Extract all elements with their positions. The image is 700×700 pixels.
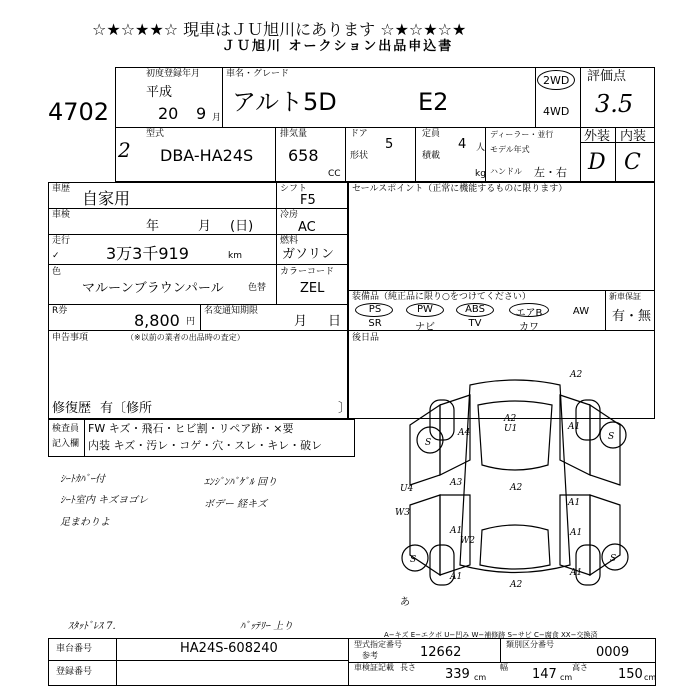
height-cm: cm [644,673,657,682]
drive-2wd: 2WD [543,74,570,87]
interior-label: 内装 [620,129,647,144]
note-interior: ｼｰﾄ室内 キズヨゴレ [60,495,148,506]
mark-a3: A3 [450,478,463,488]
equip-navi: ナビ [415,322,435,333]
mileage-value: 3万3千919 [106,244,189,263]
handle-label: ハンドル [490,167,522,176]
sales-point-label: セールスポイント（正常に機能するものに限ります） [352,184,568,194]
shift-label: シフト [280,184,308,194]
equip-abs: ABS [465,304,485,315]
mileage-check: ✓ [52,251,60,261]
color-value: マルーンブラウンパール [82,281,224,296]
car-name-label: 車名・グレード [226,69,290,79]
class-no-label: 類別区分番号 [506,640,554,649]
load-label: 積載 [422,151,441,161]
equip-leather: カワ [519,322,539,333]
mark-a1-r1: A1 [568,422,581,432]
exterior-value: D [588,150,606,175]
interior-value: C [624,150,641,175]
rear-seat-label: 後日品 [352,333,380,343]
check-in: 内装 キズ・汚レ・コゲ・穴・スレ・キレ・破レ [88,439,323,452]
color-change-label: 色替 [248,283,267,293]
mark-s4: S [610,554,617,564]
note-body: ボデー 経キズ [204,499,267,510]
load-kg: kg [475,169,486,179]
color-label: 色 [52,267,62,277]
mileage-unit: km [228,251,242,261]
check-label1: 検査員 [52,424,80,434]
header-line2: ＪＵ旭川 オークション出品申込書 [222,39,454,54]
check-label2: 記入欄 [52,439,80,449]
disp-value: 658 [288,146,319,165]
mark-a1-l2: A1 [450,572,463,582]
lot-number: 4702 [48,98,110,126]
corner-mark: 2 [118,138,131,162]
new-car-value: 有・無 [612,309,652,324]
model-year-label: モデル年式 [490,145,530,154]
check-fw: FW キズ・飛石・ヒビ割・リペア跡・×要 [88,422,294,435]
legend: A−キズ E−エクボ U−凹み W−補修跡 S−サビ C−腐食 XX−交換済 [384,631,598,639]
type-no-ref: 参考 [362,651,378,660]
inspection-day: (日) [230,219,254,234]
height-label: 高さ [572,663,588,672]
mark-s2: S [608,432,615,442]
equip-tv: TV [468,318,482,329]
length-value: 339 [445,667,470,682]
disp-label: 排気量 [280,129,308,139]
note-seat-cover: ｼｰﾄｶﾊﾞｰ付 [60,474,105,485]
new-car-label: 新車保証 [609,292,641,301]
mark-s3: S [410,555,417,565]
chassis-value: HA24S-608240 [180,641,278,656]
inspection-month: 月 [198,219,212,234]
mark-a1-r4: A1 [570,568,583,578]
reg-era: 平成 [146,85,173,100]
note-studless: ｽﾀｯﾄﾞﾚｽ 7. [68,621,116,632]
width-cm: cm [560,673,573,682]
mark-a1-l1: A1 [450,526,463,536]
usage-value: 自家用 [82,189,131,208]
recycle-yen: 円 [186,317,196,327]
type-no-value: 12662 [420,645,462,660]
dealer-label: ディーラー・並行 [490,130,554,139]
reg-month: 9 [196,104,207,123]
equip-aw: AW [572,306,590,317]
length-label: 長さ [400,663,416,672]
width-label: 幅 [500,663,508,672]
reg-no-label: 登録番号 [56,667,93,677]
mark-s1: S [425,438,432,448]
memo-sub: （※以前の業者の出品時の査定） [126,333,245,342]
note-battery: ﾊﾞｯﾃﾘｰ 上り [240,621,294,632]
notice-label: 名変通知期限 [204,306,259,316]
cert-label: 車検証記載 [354,663,394,672]
inspection-label: 車検 [52,210,71,220]
mark-u4: U4 [400,484,414,494]
ac-value: AC [298,220,316,235]
ac-label: 冷房 [280,210,299,220]
color-code-label: カラーコード [280,267,335,277]
note-suspension: 足まわりよ [60,517,110,528]
recycle-label: R券 [52,306,68,316]
header-line1: ☆★☆★★☆ 現車はＪＵ旭川にあります ☆★☆★☆★ [92,20,467,39]
mark-w3: W3 [395,508,410,518]
height-value: 150 [618,667,643,682]
inspection-year: 年 [146,219,160,234]
repair-label: 修復歴 [52,401,92,416]
mark-a2-top: A2 [570,370,583,380]
equip-ps: PS [368,304,382,315]
drive-4wd: 4WD [543,105,570,118]
mark-a4: A4 [458,428,471,438]
equip-sr: SR [368,318,382,329]
cap-unit: 人 [476,143,486,153]
color-code-value: ZEL [300,281,325,296]
notice-month: 月 [294,314,308,329]
mileage-label: 走行 [52,236,71,246]
mark-a2-mid: A2 [510,483,523,493]
usage-label: 車歴 [52,184,71,194]
mark-u1: U1 [504,424,518,434]
cap-label: 定員 [422,129,441,139]
door-label: ドア [350,129,368,139]
notice-day: 日 [328,314,342,329]
type-no-label: 型式指定番号 [354,640,402,649]
recycle-value: 8,800 [134,311,180,330]
shape-label: 形状 [350,151,369,161]
car-grade: E2 [418,88,449,116]
handle-value: 左・右 [534,166,567,179]
chassis-label: 車台番号 [56,644,93,654]
model-label: 型式 [146,129,165,139]
airbag-circle [509,303,549,317]
mark-a2-roof: A2 [504,414,517,424]
score-label: 評価点 [587,69,627,84]
info-block [48,182,348,419]
repair-value: 有〔修所 [100,401,153,416]
spare-mark: あ [400,597,410,608]
score-value: 3.5 [595,90,634,118]
note-engine: ｴﾝｼﾞﾝﾊﾞｹﾞﾙ 回り [204,477,278,488]
width-value: 147 [532,667,557,682]
model-value: DBA-HA24S [160,146,254,165]
mark-w2: W2 [460,536,475,546]
equip-pw: PW [417,304,433,315]
reg-label: 初度登録年月 [146,69,201,79]
memo-label: 申告事項 [52,333,89,343]
car-name: アルト5D [232,88,337,116]
repair-close: 〕 [338,401,352,416]
equipment-label: 装備品（純正品に限り○をつけてください） [352,292,531,302]
length-cm: cm [474,673,487,682]
shift-value: F5 [300,193,316,208]
pw-circle [406,303,444,317]
mark-a1-r2: A1 [568,498,581,508]
cap-value: 4 [458,137,467,152]
door-value: 5 [385,137,394,152]
mark-a1-r3: A1 [570,528,583,538]
abs-circle [456,303,494,317]
reg-year: 20 [158,104,179,123]
ps-circle [355,303,393,317]
fuel-label: 燃料 [280,236,299,246]
fuel-value: ガソリン [282,247,335,262]
reg-month-unit: 月 [212,113,222,123]
car-damage-diagram [370,365,660,630]
class-no-value: 0009 [596,645,630,660]
mark-a2-rear: A2 [510,580,523,590]
exterior-label: 外装 [584,129,611,144]
disp-cc: CC [328,169,341,179]
equip-airbag: エアB [515,308,543,319]
